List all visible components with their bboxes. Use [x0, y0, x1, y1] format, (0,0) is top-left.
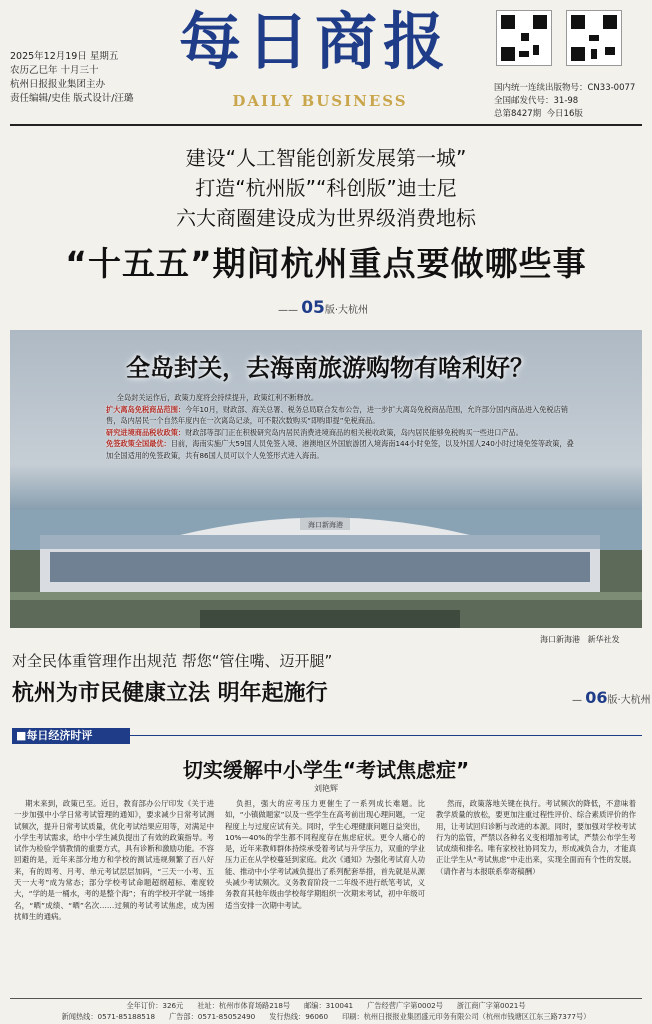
- policy-text-2: 财政部等部门正在积极研究岛内居民消费进境商品的相关税收政策，岛内居民能够免税购买一些进口产品。: [185, 427, 523, 437]
- hainan-port-photo: [10, 330, 642, 628]
- masthead-rule: [10, 124, 642, 126]
- policy-label-2: 研究进境商品税收政策：: [106, 427, 186, 437]
- lead-deck-2: 打造“杭州版”“科创版”迪士尼: [195, 176, 457, 200]
- caption-location: 海口新海港: [540, 635, 580, 644]
- page-count: 今日16版: [546, 109, 583, 119]
- lead-deck-3: 六大商圈建设成为世界级消费地标: [176, 206, 476, 230]
- policy-label-1: 扩大离岛免税商品范围：: [106, 404, 186, 414]
- photo-story-intro: 全岛封关运作后，政策力度将会持续提升，政策红利不断释放。: [116, 393, 319, 402]
- footer-item: 浙江商广字第0021号: [456, 1001, 526, 1010]
- column-rule: [130, 735, 642, 736]
- qr-code-icon: [566, 10, 622, 66]
- issue-number: 总第8427期: [494, 109, 542, 119]
- second-story-headline[interactable]: 杭州为市民健康立法 明年起施行: [12, 681, 328, 706]
- publisher: 杭州日报报业集团主办: [10, 79, 106, 90]
- second-page-label: 版·大杭州: [607, 695, 651, 706]
- second-story-deck: 对全民体重管理作出规范 帮您“管住嘴、迈开腿”: [12, 652, 333, 670]
- photo-story-text: [106, 392, 576, 461]
- masthead-info: [10, 50, 160, 106]
- editors: 责任编辑/史佳 版式设计/汪璐: [10, 93, 134, 104]
- lead-deck-1: 建设“人工智能创新发展第一城”: [185, 146, 467, 170]
- footer-item: 全年订价：326元: [126, 1001, 184, 1010]
- newspaper-subtitle: DAILY BUSINESS: [232, 92, 408, 110]
- essay-column-2: 负担，强大的应考压力更催生了一系列成长难题。比如，“小镇做题家”以及一些学生在高考前出现心理问题，一定程度上与过度应试有关。同时，学生心理健康问题日益突出，10%—40%的学生都不同程度存在焦虑症状。更令人痛心的是，近年来教师群体持续承受着考试与升学压力，双重的学业压力正在从学校蔓延到家庭。此次《通知》为强化考试育人功能、推动中小学考试减负提出了系列配套举措，首先就是从源头减少考试频次。义务教育阶段一二年级不进行纸笔考试，义务教育其他年级由学校每学期组织一次期末考试，初中年级可适当安排一次期中考试。: [225, 799, 425, 910]
- second-page-number: 06: [585, 688, 608, 707]
- footer-item: 发行热线：96060: [269, 1012, 329, 1021]
- column-tag: ■每日经济时评: [12, 728, 130, 744]
- caption-credit: 新华社发: [587, 635, 620, 644]
- footer-row-2: [10, 1012, 642, 1022]
- issue-date: 2025年12月19日 星期五: [10, 51, 119, 62]
- essay-author: 刘艳辉: [314, 784, 338, 793]
- footer-item: 广告经营广字第0002号: [367, 1001, 443, 1010]
- photo-story-headline[interactable]: 全岛封关，去海南旅游购物有啥利好？: [126, 354, 534, 382]
- newspaper-title: 每日商报: [178, 5, 451, 78]
- footer-item: 印刷：杭州日报报业集团盛元印务有限公司（杭州市钱塘区江东三路7377号）: [342, 1012, 591, 1021]
- lead-page-number: 05: [301, 298, 325, 318]
- qr-code-icon: [496, 10, 552, 66]
- footer-item: 社址：杭州市体育场路218号: [197, 1001, 291, 1010]
- photo-caption: [540, 634, 620, 645]
- footer-row-1: [10, 1001, 642, 1011]
- cn-code: 国内统一连续出版物号：CN33-0077: [494, 83, 636, 93]
- footer-item: 广告部：0571-85052490: [169, 1012, 256, 1021]
- lead-headline[interactable]: “十五五”期间杭州重点要做哪些事: [65, 244, 587, 283]
- essay-column-1: 期末来到，政策已至。近日，教育部办公厅印发《关于进一步加强中小学日常考试管理的通知》，要求减少日常考试测试频次，提升日常考试质量，优化考试结果应用等，对满足中小学生考试需求，给中小学生减负提出了有效的政策指导。考试作为检验学情教情的重要方式，具有诊断和激励功能。不容回避的是，近年来部分地方和学校的测试违规频繁了百八好来，有的周考、月考、单元考试层层加码，“三天一小考、五天一大考”成为常态；部分学校考试命题超纲超标、难度较大，“学的是一桶水，考的是整个海”；有的学校开学就一场排名，“晒”成绩、“晒”名次……过频的考试考试焦虑，成为困扰师生的通病。: [14, 799, 214, 921]
- second-page-ref[interactable]: — 06版·大杭州: [572, 688, 651, 707]
- postal-code: 全国邮发代号：31-98: [494, 96, 579, 106]
- essay-title[interactable]: 切实缓解中小学生“考试焦虑症”: [182, 758, 470, 782]
- footer-item: 邮编：310041: [304, 1001, 354, 1010]
- lead-page-label: 版·大杭州: [324, 305, 369, 316]
- policy-text-1: 今年10月，财政部、海关总署、税务总局联合发布公告，进一步扩大离岛免税商品范围，允许部分国内商品进入免税店销售，岛内居民一个自然年度内在一次离岛记录，可不限次数购买“即购即提”免税商品。: [106, 404, 568, 425]
- lead-page-ref[interactable]: —— 05版·大杭州: [278, 298, 369, 318]
- policy-text-3: 目前，海南实施广大59国人员免签入境、港澳地区外国旅游团入境海南144小时免签，以及外国人240小时过境免签等政策，叠加全国适用的免签政策，共有86国人员可以个人免签形式进入海南。: [106, 439, 574, 460]
- publication-codes: [494, 82, 644, 121]
- lunar-date: 农历乙巳年 十月三十: [10, 65, 99, 76]
- essay-column-3: 然而，政策落地关键在执行。考试频次的降低，不意味着教学质量的放松，要更加注重过程性评价、综合素质评价的作用，让考试回归诊断与改进的本源。同时，要加强对学校考试行为的监管，严禁以各种名义变相增加考试，严禁公布学生考试成绩和排名。唯有家校社协同发力，形成减负合力，才能真正让学生从“考试焦虑”中走出来，实现全面而有个性的发展。（请作者与本报联系奉寄稿酬）: [436, 799, 636, 876]
- footer-rule: [10, 998, 642, 999]
- building-sign: 海口新海港: [308, 521, 343, 529]
- footer-item: 新闻热线：0571-85188518: [61, 1012, 156, 1021]
- policy-label-3: 免签政策全国最优：: [106, 439, 171, 448]
